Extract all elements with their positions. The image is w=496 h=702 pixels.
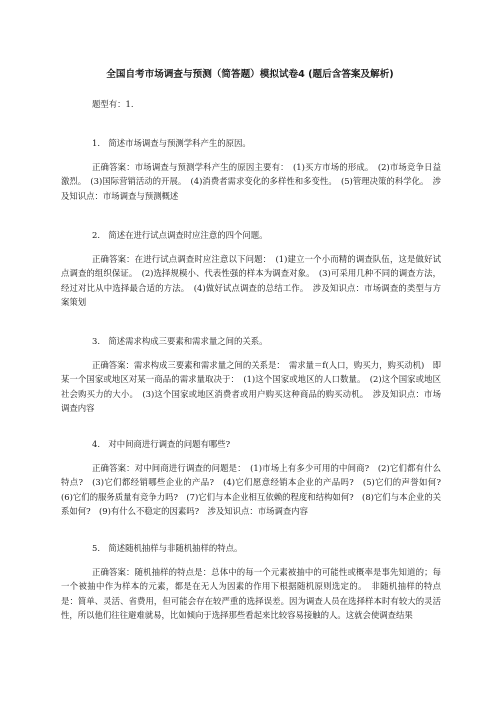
answer-text: 正确答案：对中间商进行调查的问题是： (1)市场上有多少可用的中间商? (2)它们都有什么特点? (3)它们都经销哪些企业的产品? (4)它们愿意经销本企业的产品吗? (5)它们的声誉如何? (6)它们的服务质量有竞争力吗? (7)它们与本企业相互依赖的程度和结构如何? (8)它们与本企业的关系如何? (9)有什么不稳定的因素吗? 涉及知识点：市场调查内容	[61, 462, 450, 517]
question-text: 5. 简述随机抽样与非随机抽样的特点。	[92, 543, 243, 553]
question-text: 4. 对中间商进行调查的问题有哪些?	[92, 439, 231, 449]
answer-text: 正确答案：需求构成三要素和需求量之间的关系是： 需求量＝f(人口，购买力，购买动机) 即某一个国家或地区对某一商品的需求量取决于： (1)这个国家或地区的人口数量。 (2)这个国家或地区社会购买力的大小。 (3)这个国家或地区消费者或用户购买这种商品的购买动机。 涉及知识点：市场调查内容	[61, 359, 441, 414]
question-block	[61, 228, 441, 310]
question-text: 2. 简述在进行试点调查时应注意的四个问题。	[92, 230, 268, 240]
question-text: 3. 简述需求构成三要素和需求量之间的关系。	[92, 336, 268, 346]
question-block	[61, 136, 441, 203]
question-block	[61, 437, 450, 519]
answer-text: 正确答案：随机抽样的特点是：总体中的每一个元素被抽中的可能性或概率是事先知道的；每一个被抽中作为样本的元素，都是在无人为因素的作用下根据随机原则选定的。 非随机抽样的特点是：简单、灵活、省费用，但可能会存在较严重的选择误差。因为调查人员在选择样本时有较大的灵活性，所以他们往往避难就易，比如倾向于选择那些看起来比较容易接触的人。这就会使调查结果	[61, 566, 441, 621]
question-text: 1. 简述市场调查与预测学科产生的原因。	[92, 138, 251, 148]
document-title: 全国自考市场调查与预测（简答题）模拟试卷4 (题后含答案及解析)	[106, 69, 394, 80]
question-type: 题型有：1.	[92, 99, 134, 109]
answer-text: 正确答案：在进行试点调查时应注意以下问题： (1)建立一个小而精的调查队伍，这是做好试点调查的组织保证。 (2)选择规模小、代表性强的样本为调查对象。 (3)可采用几种不同的调查方法，经过对比从中选择最合适的方法。 (4)做好试点调查的总结工作。 涉及知识点：市场调查的类型与方案策划	[61, 253, 441, 308]
question-block	[61, 541, 441, 623]
question-block	[61, 334, 441, 416]
answer-text: 正确答案：市场调查与预测学科产生的原因主要有： (1)买方市场的形成。 (2)市场竞争日益激烈。 (3)国际营销活动的开展。 (4)消费者需求变化的多样性和多变性。 (5)管理决策的科学化。 涉及知识点：市场调查与预测概述	[61, 161, 441, 201]
